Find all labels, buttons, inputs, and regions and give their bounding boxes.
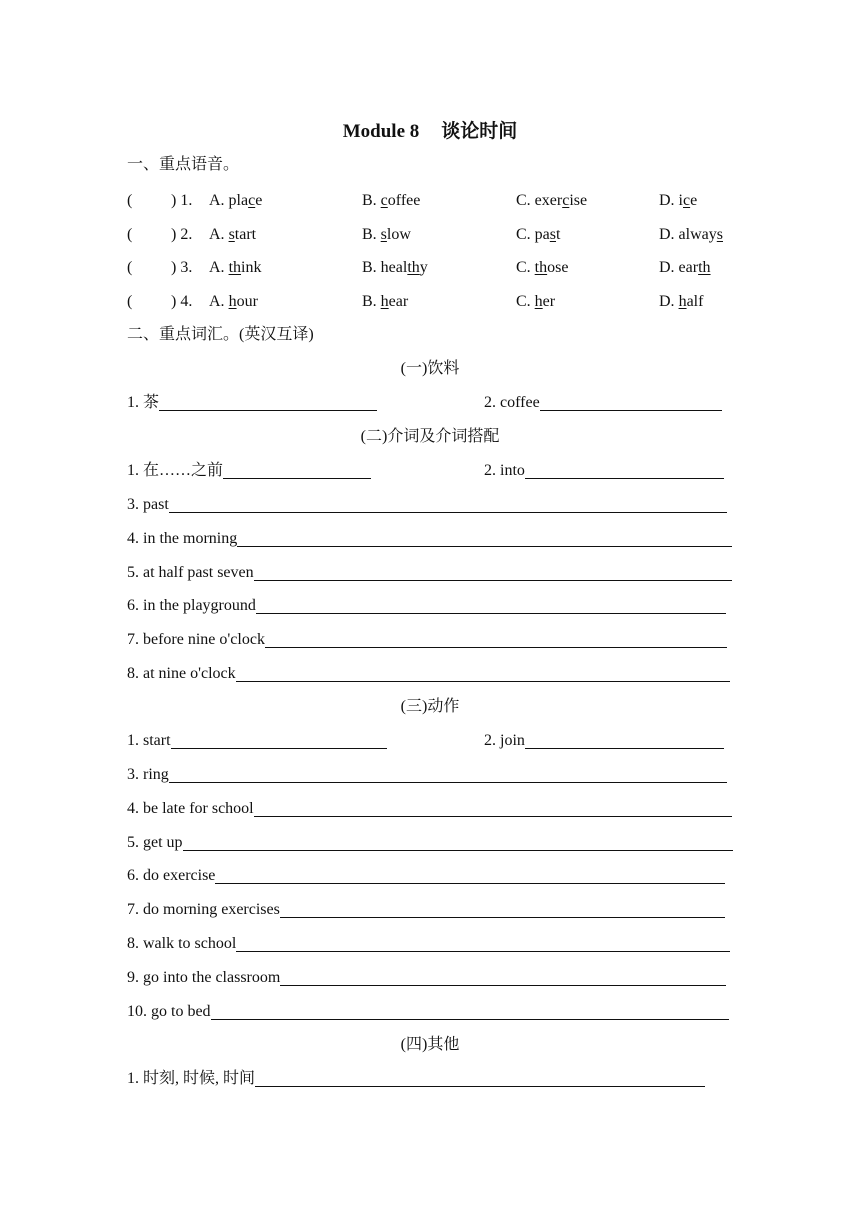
option-d xyxy=(659,291,703,313)
vocab-item xyxy=(484,730,724,752)
vocab-item xyxy=(127,865,725,887)
option-text: ear xyxy=(388,293,409,310)
vocab-label: 2. into xyxy=(484,462,525,479)
vocab-label: 5. at half past seven xyxy=(127,563,254,581)
vocab-label: 9. go into the classroom xyxy=(127,968,281,986)
option-text: er xyxy=(542,293,556,310)
vocab-label: 10. go to bed xyxy=(127,1002,211,1020)
option-text: D. alway xyxy=(659,226,717,243)
vocab-label: 2. coffee xyxy=(484,394,540,411)
option-c xyxy=(516,224,560,246)
option-text: t xyxy=(556,226,561,243)
vocab-item xyxy=(127,629,727,651)
option-c xyxy=(516,257,568,279)
answer-blank[interactable] xyxy=(236,663,730,682)
vocab-label: 6. do exercise xyxy=(127,867,216,885)
vocab-item xyxy=(127,1068,705,1090)
option-text: B. xyxy=(362,192,381,209)
option-text: C. xyxy=(516,259,535,276)
option-text: C. xyxy=(516,293,535,310)
vocab-label: 1. 时刻, 时候, 时间 xyxy=(127,1070,256,1087)
answer-blank[interactable] xyxy=(525,460,724,479)
vocab-label: 4. in the morning xyxy=(127,529,238,547)
underlined-letters: h xyxy=(534,293,543,310)
vocab-item xyxy=(484,460,724,482)
vocab-item xyxy=(127,764,727,786)
option-a xyxy=(209,257,261,279)
answer-blank[interactable] xyxy=(280,899,725,918)
vocab-label: 8. at nine o'clock xyxy=(127,665,236,682)
subheading-actions: (三)动作 xyxy=(400,698,460,715)
option-text: C. pa xyxy=(516,226,550,243)
underlined-letters: s xyxy=(716,226,723,243)
vocab-item xyxy=(127,798,732,820)
vocab-item xyxy=(127,528,732,550)
vocab-item xyxy=(127,933,730,955)
option-d xyxy=(659,190,697,212)
option-b xyxy=(362,291,408,313)
underlined-letters: s xyxy=(549,226,557,243)
underlined-letters: h xyxy=(380,293,389,310)
option-text: offee xyxy=(387,192,421,209)
option-text: e xyxy=(690,192,698,209)
subheading-drinks: (一)饮料 xyxy=(400,360,460,377)
page-title xyxy=(0,116,860,143)
question-label: ) 1. xyxy=(171,192,193,209)
question-number[interactable] xyxy=(127,224,192,246)
underlined-letters: th xyxy=(698,259,711,276)
answer-blank[interactable] xyxy=(183,832,733,851)
option-text: B. xyxy=(362,293,381,310)
answer-blank[interactable] xyxy=(254,798,732,817)
vocab-item xyxy=(127,899,725,921)
option-text: B. heal xyxy=(362,259,408,276)
option-text: ose xyxy=(547,259,569,276)
option-text: low xyxy=(386,226,411,243)
option-text: B. xyxy=(362,226,381,243)
vocab-item xyxy=(127,1001,729,1023)
option-text: our xyxy=(236,293,258,310)
section1-heading: 一、重点语音。 xyxy=(127,156,240,173)
underlined-letters: c xyxy=(380,192,388,209)
subheading-others: (四)其他 xyxy=(400,1036,460,1053)
vocab-item xyxy=(484,392,722,414)
section2-heading: 二、重点词汇。(英汉互译) xyxy=(127,326,314,343)
title-module: Module 8 xyxy=(342,121,420,142)
vocab-label: 1. start xyxy=(127,732,171,749)
answer-blank[interactable] xyxy=(265,629,727,648)
option-text: alf xyxy=(686,293,704,310)
answer-blank[interactable] xyxy=(215,865,725,884)
answer-blank[interactable] xyxy=(237,528,732,547)
vocab-item xyxy=(127,832,733,854)
vocab-label: 7. before nine o'clock xyxy=(127,631,265,649)
option-a xyxy=(209,224,256,246)
answer-paren[interactable]: ( xyxy=(127,226,133,243)
option-text: y xyxy=(419,259,428,276)
vocab-item xyxy=(127,663,730,685)
vocab-label: 6. in the playground xyxy=(127,597,256,615)
option-c xyxy=(516,190,587,212)
underlined-letters: s xyxy=(380,226,387,243)
option-a xyxy=(209,291,258,313)
question-label: ) 2. xyxy=(171,226,193,243)
option-text: tart xyxy=(234,226,257,243)
option-text: ise xyxy=(569,192,588,209)
answer-paren[interactable]: ( xyxy=(127,293,133,310)
option-d xyxy=(659,257,711,279)
answer-paren[interactable]: ( xyxy=(127,192,133,209)
vocab-label: 1. 在……之前 xyxy=(127,462,224,479)
answer-paren[interactable]: ( xyxy=(127,259,133,276)
option-text: A. xyxy=(209,226,229,243)
option-text: D. ear xyxy=(659,259,699,276)
title-topic: 谈论时间 xyxy=(441,121,518,142)
question-label: ) 4. xyxy=(171,293,193,310)
subheading-prepositions: (二)介词及介词搭配 xyxy=(360,428,500,445)
vocab-item xyxy=(127,730,387,752)
vocab-label: 7. do morning exercises xyxy=(127,901,280,919)
underlined-letters: c xyxy=(562,192,570,209)
answer-blank[interactable] xyxy=(223,460,371,479)
vocab-item xyxy=(127,562,732,584)
question-number[interactable] xyxy=(127,291,192,313)
answer-blank[interactable] xyxy=(255,1068,705,1087)
answer-blank[interactable] xyxy=(254,562,732,581)
option-b xyxy=(362,257,428,279)
underlined-letters: th xyxy=(534,259,548,276)
answer-blank[interactable] xyxy=(169,764,727,783)
answer-blank[interactable] xyxy=(280,967,726,986)
vocab-item xyxy=(127,967,726,989)
question-label: ) 3. xyxy=(171,259,193,276)
option-text: A. xyxy=(209,293,229,310)
answer-blank[interactable] xyxy=(256,595,726,614)
answer-blank[interactable] xyxy=(540,392,722,411)
underlined-letters: s xyxy=(228,226,235,243)
option-d xyxy=(659,224,723,246)
vocab-item xyxy=(127,494,727,516)
vocab-label: 3. ring xyxy=(127,766,169,783)
vocab-item xyxy=(127,460,371,482)
vocab-label: 4. be late for school xyxy=(127,799,254,817)
option-c xyxy=(516,291,555,313)
option-text: e xyxy=(255,192,263,209)
answer-blank[interactable] xyxy=(236,933,730,952)
vocab-item xyxy=(127,595,726,617)
vocab-item xyxy=(127,392,377,414)
answer-blank[interactable] xyxy=(169,494,727,513)
vocab-label: 1. 茶 xyxy=(127,394,160,411)
answer-blank[interactable] xyxy=(159,392,377,411)
underlined-letters: c xyxy=(248,192,256,209)
underlined-letters: h xyxy=(228,293,237,310)
vocab-label: 5. get up xyxy=(127,833,183,851)
underlined-letters: h xyxy=(678,293,687,310)
answer-blank[interactable] xyxy=(171,730,387,749)
vocab-label: 3. past xyxy=(127,496,169,513)
option-text: A. pla xyxy=(209,192,249,209)
vocab-label: 2. join xyxy=(484,732,525,749)
option-text: ink xyxy=(241,259,262,276)
option-a xyxy=(209,190,262,212)
answer-blank[interactable] xyxy=(211,1001,729,1020)
option-text: A. xyxy=(209,259,229,276)
question-number[interactable] xyxy=(127,190,192,212)
option-text: D. xyxy=(659,293,679,310)
underlined-letters: th xyxy=(228,259,242,276)
underlined-letters: c xyxy=(683,192,691,209)
option-b xyxy=(362,224,411,246)
underlined-letters: th xyxy=(407,259,420,276)
vocab-label: 8. walk to school xyxy=(127,935,237,952)
question-number[interactable] xyxy=(127,257,192,279)
answer-blank[interactable] xyxy=(525,730,724,749)
option-text: C. exer xyxy=(516,192,563,209)
option-text: D. i xyxy=(659,192,683,209)
option-b xyxy=(362,190,420,212)
